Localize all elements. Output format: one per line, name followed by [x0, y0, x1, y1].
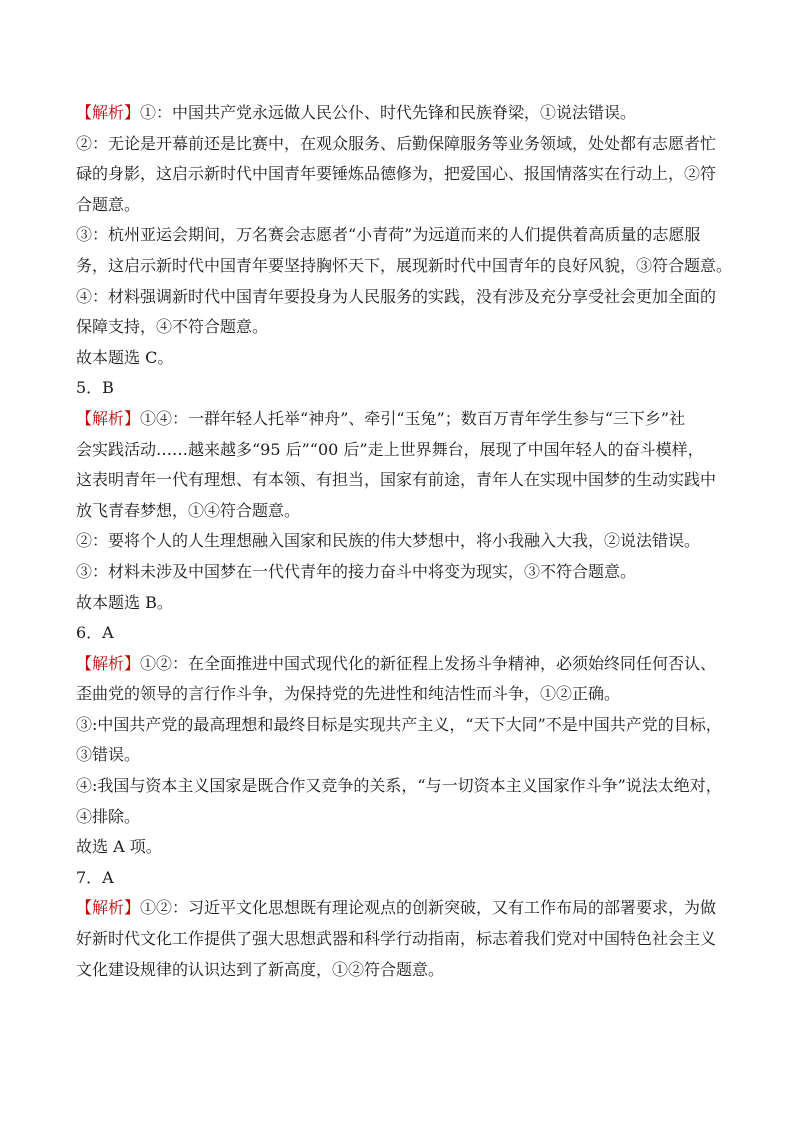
text-line-6: 务，这启示新时代中国青年要坚持胸怀天下，展现新时代中国青年的良好风貌，③符合题意。 — [76, 255, 733, 275]
text-line-8: 保障支持，④不符合题意。 — [76, 317, 269, 337]
text-line-17: 故本题选 B。 — [76, 592, 173, 612]
text-line-20: 歪曲党的领导的言行作斗争，为保持党的先进性和纯洁性而斗争，①②正确。 — [76, 684, 621, 704]
text-line-1 — [76, 98, 718, 129]
text-line-29: 文化建设规律的认识达到了新高度，①②符合题意。 — [76, 959, 445, 979]
text-line-2: ②：无论是开幕前还是比赛中，在观众服务、后勤保障服务等业务领域，处处都有志愿者忙 — [76, 133, 717, 153]
question-5-answer: 5．B — [76, 378, 114, 398]
question-7-answer: 7．A — [76, 867, 114, 887]
line-text: ①②：习近平文化思想既有理论观点的创新突破，又有工作布局的部署要求，为做 — [140, 898, 717, 918]
text-line-16: ③：材料未涉及中国梦在一代代青年的接力奋斗中将变为现实，③不符合题意。 — [76, 561, 637, 581]
analysis-tag: 【解析】 — [76, 408, 141, 428]
text-line-5: ③：杭州亚运会期间，万名赛会志愿者“小青荷”为远道而来的人们提供着高质量的志愿服 — [76, 225, 701, 245]
text-line-4: 合题意。 — [76, 194, 141, 214]
analysis-tag: 【解析】 — [76, 103, 141, 122]
text-line-12: 会实践活动……越来越多“95 后”“00 后”走上世界舞台，展现了中国年轻人的奋斗模样， — [76, 439, 704, 459]
text-line-27 — [76, 893, 718, 924]
text-line-15: ②：要将个人的人生理想融入国家和民族的伟大梦想中，将小我融入大我，②说法错误。 — [76, 531, 701, 551]
text-line-9: 故本题选 C。 — [76, 347, 174, 367]
text-line-13: 这表明青年一代有理想、有本领、有担当，国家有前途，青年人在实现中国梦的生动实践中 — [76, 470, 717, 490]
text-line-21: ③:中国共产党的最高理想和最终目标是实现共产主义，“天下大同”不是中国共产党的目标， — [76, 714, 722, 734]
line-text: ①②：在全面推进中国式现代化的新征程上发扬斗争精神，必须始终同任何否认、 — [140, 653, 717, 673]
text-line-23: ④:我国与资本主义国家是既合作又竞争的关系，“与一切资本主义国家作斗争”说法太绝对， — [76, 776, 722, 796]
text-line-14: 放飞青春梦想，①④符合题意。 — [76, 500, 301, 520]
answer-explanation-text — [76, 98, 733, 985]
text-line-3: 碌的身影，这启示新时代中国青年要锤炼品德修为，把爱国心、报国情落实在行动上，②符 — [76, 164, 717, 184]
text-line-19 — [76, 649, 718, 680]
text-line-24: ④排除。 — [76, 806, 141, 826]
line-text: ①：中国共产党永远做人民公仆、时代先锋和民族脊梁，①说法错误。 — [140, 103, 637, 122]
text-line-25: 故选 A 项。 — [76, 837, 162, 857]
text-line-28: 好新时代文化工作提供了强大思想武器和科学行动指南，标志着我们党对中国特色社会主义 — [76, 929, 717, 949]
text-line-7: ④：材料强调新时代中国青年要投身为人民服务的实践，没有涉及充分享受社会更加全面的 — [76, 286, 717, 306]
text-line-22: ③错误。 — [76, 745, 141, 765]
line-text: ①④：一群年轻人托举“神舟”、牵引“玉兔”；数百万青年学生参与“三下乡”社 — [140, 408, 686, 428]
analysis-tag: 【解析】 — [76, 653, 141, 673]
text-line-11 — [76, 404, 718, 435]
analysis-tag: 【解析】 — [76, 898, 141, 918]
question-6-answer: 6．A — [76, 623, 114, 643]
